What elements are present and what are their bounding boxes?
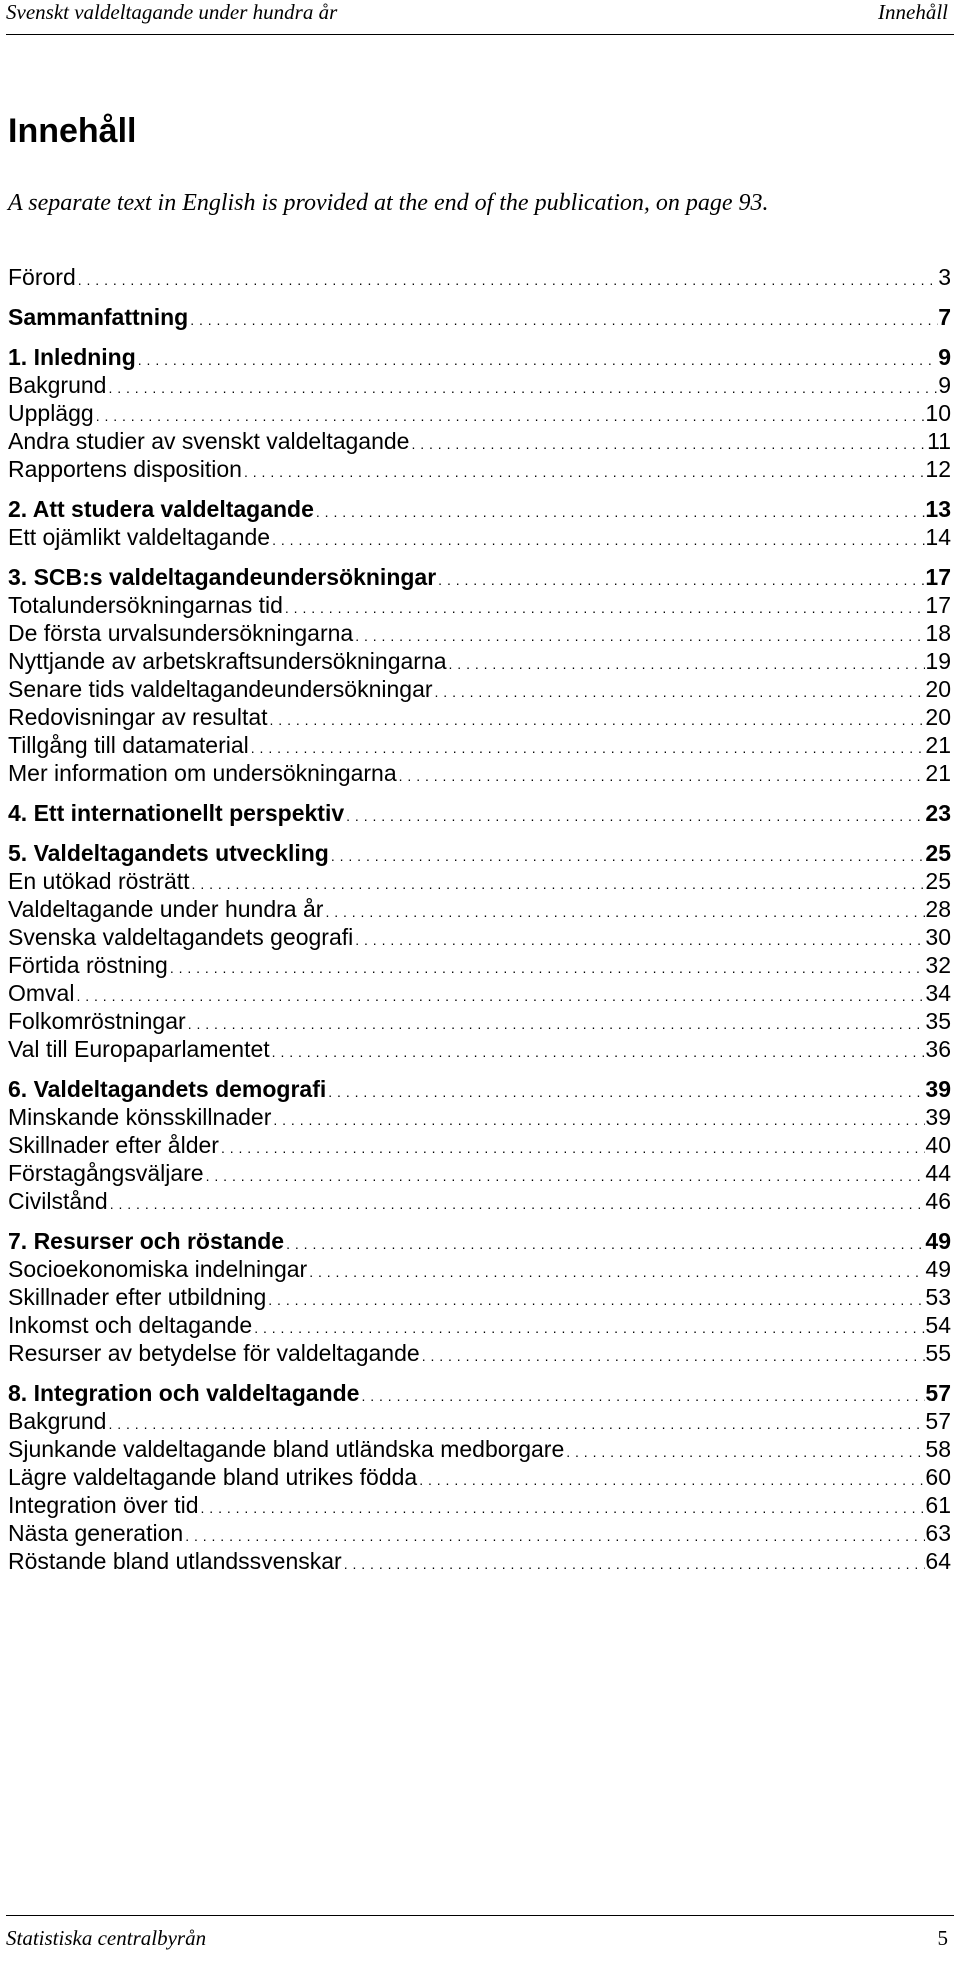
toc-entry-page: 61 — [925, 1492, 951, 1518]
toc-dot-leader — [326, 1078, 925, 1106]
toc-entry-page: 49 — [925, 1256, 951, 1282]
toc-entry-page: 58 — [925, 1436, 951, 1462]
toc-entry-page: 30 — [925, 924, 951, 950]
toc-entry-page: 54 — [925, 1312, 951, 1338]
english-text-note: A separate text in English is provided at the end of the publication, on page 93. — [8, 190, 769, 216]
toc-entry-label: 6. Valdeltagandets demografi — [8, 1076, 327, 1102]
toc-section-entry[interactable] — [8, 1283, 951, 1311]
toc-section-entry[interactable] — [8, 1519, 951, 1547]
toc-entry-label: Skillnader efter ålder — [8, 1132, 219, 1158]
toc-entry-page: 57 — [925, 1408, 951, 1434]
toc-entry-page: 63 — [925, 1520, 951, 1546]
toc-entry-label: 8. Integration och valdeltagande — [8, 1380, 360, 1406]
toc-section-entry[interactable] — [8, 647, 951, 675]
toc-section-entry[interactable] — [8, 263, 951, 291]
toc-section-entry[interactable] — [8, 1255, 951, 1283]
toc-entry-label: Senare tids valdeltagandeundersökningar — [8, 676, 433, 702]
toc-dot-leader — [94, 402, 926, 430]
toc-entry-label: Bakgrund — [8, 1408, 107, 1434]
toc-entry-label: De första urvalsundersökningarna — [8, 620, 354, 646]
toc-entry-page: 11 — [927, 428, 951, 454]
toc-entry-label: Minskande könsskillnader — [8, 1104, 272, 1130]
toc-entry-page: 28 — [925, 896, 951, 922]
toc-dot-leader — [136, 346, 938, 374]
toc-entry-page: 9 — [938, 372, 951, 398]
toc-entry-page: 18 — [925, 620, 951, 646]
toc-section-entry[interactable] — [8, 427, 951, 455]
toc-chapter-entry[interactable] — [8, 563, 951, 591]
toc-dot-leader — [199, 1494, 926, 1522]
toc-entry-page: 12 — [925, 456, 951, 482]
toc-entry-page: 49 — [925, 1228, 951, 1254]
toc-entry-page: 60 — [925, 1464, 951, 1490]
toc-entry-label: Totalundersökningarnas tid — [8, 592, 283, 618]
toc-section-entry[interactable] — [8, 619, 951, 647]
toc-entry-label: Sjunkande valdeltagande bland utländska medborgare — [8, 1436, 565, 1462]
toc-dot-leader — [409, 430, 927, 458]
toc-entry-label: 7. Resurser och röstande — [8, 1228, 285, 1254]
toc-entry-page: 19 — [925, 648, 951, 674]
toc-entry-label: 1. Inledning — [8, 344, 136, 370]
toc-section-entry[interactable] — [8, 1131, 951, 1159]
toc-entry-page: 13 — [925, 496, 951, 522]
toc-entry-label: Val till Europaparlamentet — [8, 1036, 270, 1062]
toc-section-entry[interactable] — [8, 1187, 951, 1215]
toc-dot-leader — [420, 1342, 926, 1370]
header-section-title: Innehåll — [878, 0, 948, 24]
toc-dot-leader — [74, 982, 925, 1010]
toc-chapter-entry[interactable] — [8, 1227, 951, 1255]
toc-entry-label: 2. Att studera valdeltagande — [8, 496, 314, 522]
toc-entry-page: 9 — [938, 344, 951, 370]
toc-dot-leader — [307, 1258, 925, 1286]
toc-entry-page: 20 — [925, 676, 951, 702]
table-of-contents — [8, 263, 951, 1575]
toc-entry-page: 25 — [925, 840, 951, 866]
toc-section-entry[interactable] — [8, 867, 951, 895]
toc-dot-leader — [249, 734, 926, 762]
toc-dot-leader — [219, 1134, 925, 1162]
toc-section-entry[interactable] — [8, 895, 951, 923]
page-number: 5 — [937, 1926, 948, 1950]
toc-entry-page: 25 — [925, 868, 951, 894]
toc-dot-leader — [353, 622, 925, 650]
toc-dot-leader — [353, 926, 925, 954]
toc-entry-label: Inkomst och deltagande — [8, 1312, 253, 1338]
toc-dot-leader — [190, 870, 926, 898]
toc-dot-leader — [108, 1190, 926, 1218]
toc-section-entry[interactable] — [8, 591, 951, 619]
toc-dot-leader — [447, 650, 926, 678]
toc-section-entry[interactable] — [8, 371, 951, 399]
toc-dot-leader — [168, 954, 926, 982]
toc-dot-leader — [266, 1286, 925, 1314]
toc-chapter-entry[interactable] — [8, 839, 951, 867]
toc-entry-page: 10 — [925, 400, 951, 426]
toc-entry-label: Omval — [8, 980, 75, 1006]
toc-dot-leader — [436, 566, 925, 594]
toc-chapter-entry[interactable] — [8, 303, 951, 331]
toc-entry-page: 3 — [938, 264, 951, 290]
toc-entry-page: 34 — [925, 980, 951, 1006]
toc-section-entry[interactable] — [8, 1007, 951, 1035]
toc-entry-label: Upplägg — [8, 400, 94, 426]
toc-entry-page: 32 — [925, 952, 951, 978]
toc-section-entry[interactable] — [8, 1463, 951, 1491]
toc-entry-page: 14 — [925, 524, 951, 550]
toc-entry-label: Förord — [8, 264, 76, 290]
toc-dot-leader — [323, 898, 925, 926]
toc-entry-label: Folkomröstningar — [8, 1008, 186, 1034]
toc-dot-leader — [186, 1010, 926, 1038]
toc-section-entry[interactable] — [8, 1159, 951, 1187]
toc-dot-leader — [344, 802, 925, 830]
toc-dot-leader — [270, 526, 925, 554]
toc-entry-page: 23 — [925, 800, 951, 826]
toc-dot-leader — [359, 1382, 925, 1410]
toc-entry-page: 21 — [925, 732, 951, 758]
toc-dot-leader — [252, 1314, 925, 1342]
toc-entry-label: Integration över tid — [8, 1492, 199, 1518]
toc-section-entry[interactable] — [8, 399, 951, 427]
toc-entry-label: Valdeltagande under hundra år — [8, 896, 324, 922]
toc-chapter-entry[interactable] — [8, 1075, 951, 1103]
toc-entry-page: 44 — [925, 1160, 951, 1186]
toc-dot-leader — [283, 594, 926, 622]
toc-dot-leader — [314, 498, 926, 526]
toc-entry-label: 4. Ett internationellt perspektiv — [8, 800, 345, 826]
footer-publisher: Statistiska centralbyrån — [6, 1926, 207, 1950]
toc-section-entry[interactable] — [8, 1435, 951, 1463]
toc-entry-label: Andra studier av svenskt valdeltagande — [8, 428, 410, 454]
toc-entry-label: Lägre valdeltagande bland utrikes födda — [8, 1464, 418, 1490]
toc-entry-page: 55 — [925, 1340, 951, 1366]
toc-entry-label: Bakgrund — [8, 372, 107, 398]
toc-entry-page: 46 — [925, 1188, 951, 1214]
toc-dot-leader — [76, 266, 938, 294]
toc-entry-label: Förtida röstning — [8, 952, 168, 978]
toc-entry-label: Socioekonomiska indelningar — [8, 1256, 308, 1282]
toc-section-entry[interactable] — [8, 703, 951, 731]
toc-entry-page: 39 — [925, 1104, 951, 1130]
toc-section-entry[interactable] — [8, 1491, 951, 1519]
toc-entry-page: 35 — [925, 1008, 951, 1034]
toc-entry-page: 20 — [925, 704, 951, 730]
toc-section-entry[interactable] — [8, 1339, 951, 1367]
toc-section-entry[interactable] — [8, 1103, 951, 1131]
toc-entry-page: 17 — [925, 564, 951, 590]
page-title: Innehåll — [8, 112, 137, 150]
toc-section-entry[interactable] — [8, 675, 951, 703]
toc-entry-label: Nästa generation — [8, 1520, 184, 1546]
toc-section-entry[interactable] — [8, 455, 951, 483]
toc-entry-label: 5. Valdeltagandets utveckling — [8, 840, 329, 866]
toc-entry-label: Civilstånd — [8, 1188, 108, 1214]
toc-entry-label: Mer information om undersökningarna — [8, 760, 397, 786]
toc-entry-page: 7 — [938, 304, 951, 330]
toc-entry-label: Sammanfattning — [8, 304, 189, 330]
toc-section-entry[interactable] — [8, 1407, 951, 1435]
toc-dot-leader — [564, 1438, 925, 1466]
toc-section-entry[interactable] — [8, 1547, 951, 1575]
toc-dot-leader — [397, 762, 926, 790]
toc-dot-leader — [433, 678, 926, 706]
toc-section-entry[interactable] — [8, 979, 951, 1007]
toc-chapter-entry[interactable] — [8, 495, 951, 523]
toc-entry-label: Resurser av betydelse för valdeltagande — [8, 1340, 420, 1366]
toc-entry-label: Nyttjande av arbetskraftsundersökningarna — [8, 648, 447, 674]
toc-dot-leader — [417, 1466, 925, 1494]
toc-entry-label: Rapportens disposition — [8, 456, 242, 482]
toc-entry-label: Röstande bland utlandssvenskar — [8, 1548, 342, 1574]
toc-dot-leader — [284, 1230, 925, 1258]
toc-dot-leader — [188, 306, 938, 334]
toc-dot-leader — [106, 1410, 925, 1438]
toc-entry-page: 36 — [925, 1036, 951, 1062]
toc-entry-label: En utökad rösträtt — [8, 868, 190, 894]
toc-section-entry[interactable] — [8, 731, 951, 759]
toc-section-entry[interactable] — [8, 759, 951, 787]
header-publication-title: Svenskt valdeltagande under hundra år — [6, 0, 338, 24]
toc-entry-page: 64 — [925, 1548, 951, 1574]
toc-chapter-entry[interactable] — [8, 799, 951, 827]
toc-section-entry[interactable] — [8, 523, 951, 551]
toc-entry-page: 40 — [925, 1132, 951, 1158]
running-header — [6, 0, 954, 35]
toc-dot-leader — [268, 706, 926, 734]
toc-entry-label: Svenska valdeltagandets geografi — [8, 924, 354, 950]
toc-dot-leader — [329, 842, 926, 870]
toc-entry-page: 17 — [925, 592, 951, 618]
toc-section-entry[interactable] — [8, 1311, 951, 1339]
toc-dot-leader — [271, 1106, 925, 1134]
toc-dot-leader — [106, 374, 938, 402]
toc-entry-page: 57 — [925, 1380, 951, 1406]
toc-dot-leader — [242, 458, 925, 486]
toc-entry-page: 21 — [925, 760, 951, 786]
toc-dot-leader — [204, 1162, 926, 1190]
toc-section-entry[interactable] — [8, 923, 951, 951]
toc-entry-label: Skillnader efter utbildning — [8, 1284, 267, 1310]
toc-entry-label: Ett ojämlikt valdeltagande — [8, 524, 271, 550]
toc-entry-page: 53 — [925, 1284, 951, 1310]
toc-section-entry[interactable] — [8, 951, 951, 979]
toc-chapter-entry[interactable] — [8, 1379, 951, 1407]
toc-entry-label: Tillgång till datamaterial — [8, 732, 249, 758]
running-footer — [6, 1915, 954, 1966]
toc-dot-leader — [270, 1038, 926, 1066]
toc-dot-leader — [183, 1522, 925, 1550]
toc-chapter-entry[interactable] — [8, 343, 951, 371]
toc-entry-label: Redovisningar av resultat — [8, 704, 268, 730]
toc-entry-label: 3. SCB:s valdeltagandeundersökningar — [8, 564, 437, 590]
toc-entry-label: Förstagångsväljare — [8, 1160, 204, 1186]
toc-section-entry[interactable] — [8, 1035, 951, 1063]
toc-dot-leader — [342, 1550, 926, 1578]
toc-entry-page: 39 — [925, 1076, 951, 1102]
